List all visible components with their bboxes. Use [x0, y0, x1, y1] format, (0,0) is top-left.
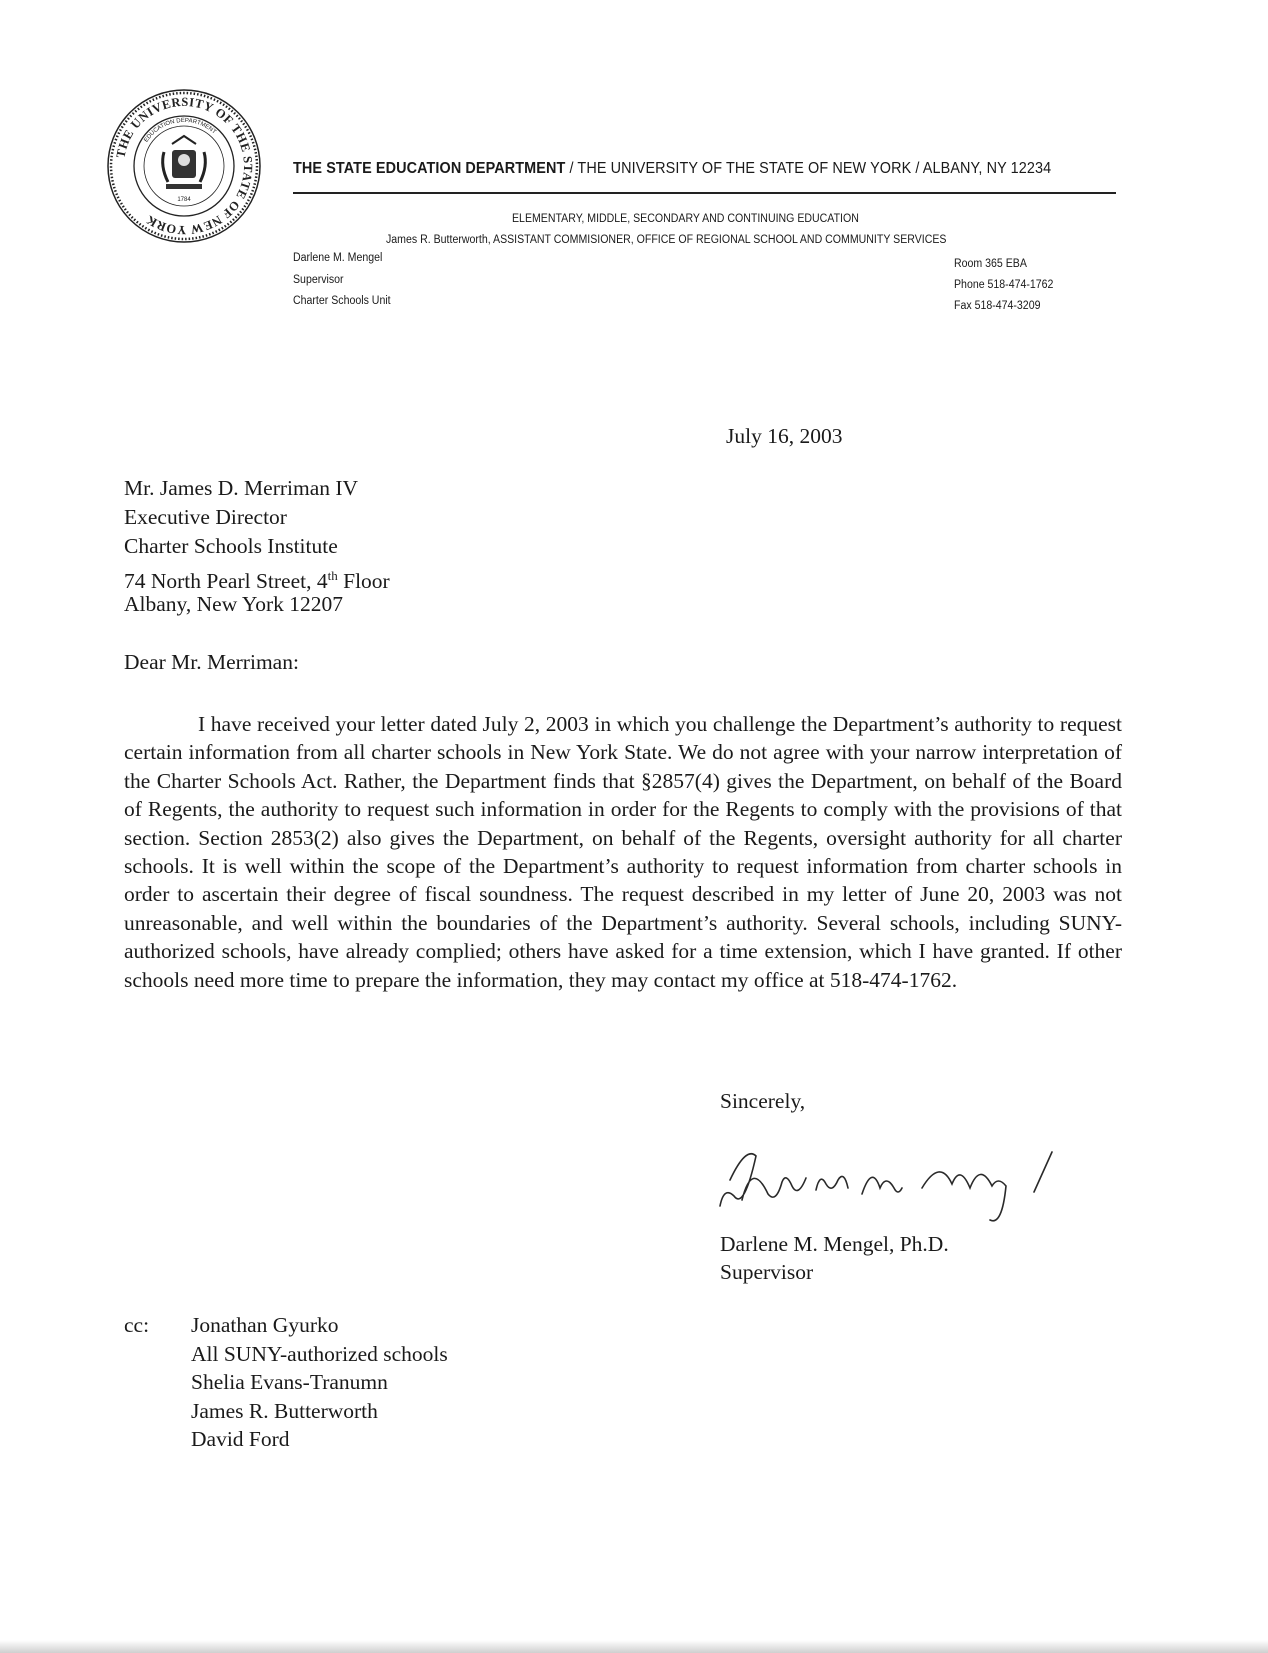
- recipient-address: [124, 474, 390, 619]
- seal-outer-text: THE UNIVERSITY OF THE STATE OF NEW YORK: [113, 94, 256, 238]
- letter-body: I have received your letter dated July 2, 2003 in which you challenge the Department’s authority to request certain information from all charter schools in New York State. We do not agree with your narrow interpretation of the Charter Schools Act. Rather, the Department finds that §2857(4) gives the Department, on behalf of the Board of Regents, the authority to request such information in order for the Regents to comply with the provisions of that section. Section 2853(2) also gives the Department, on behalf of the Regents, oversight authority for all charter schools. It is well within the scope of the Department’s authority to request information from charter schools in order to ascertain their degree of fiscal soundness. The request described in my letter of June 20, 2003 was not unreasonable, and well within the boundaries of the Department’s authority. Several schools, including SUNY-authorized schools, have already complied; others have asked for a time extension, which I have granted. If other schools need more time to prepare the information, they may contact my office at 518-474-1762.: [124, 712, 1122, 992]
- cc-recipient: Jonathan Gyurko: [191, 1313, 339, 1337]
- cc-recipient: All SUNY-authorized schools: [191, 1341, 448, 1366]
- recipient-street-ordinal: th: [327, 568, 338, 583]
- cc-recipient: James R. Butterworth: [191, 1398, 378, 1423]
- office-line-1: ELEMENTARY, MIDDLE, SECONDARY AND CONTINUING EDUCATION: [512, 213, 859, 225]
- cc-list: [191, 1311, 448, 1454]
- letterhead-divider: [293, 192, 1116, 194]
- recipient-street-suffix: Floor: [337, 569, 390, 594]
- signer-title: Supervisor: [720, 1260, 814, 1284]
- cc-label: cc:: [124, 1313, 150, 1337]
- closing: Sincerely,: [720, 1089, 806, 1113]
- state-seal-icon: [106, 88, 262, 244]
- office-line-2: James R. Butterworth, ASSISTANT COMMISIONER, OFFICE OF REGIONAL SCHOOL AND COMMUNITY SERVICES: [386, 234, 947, 246]
- department-name: THE STATE EDUCATION DEPARTMENT: [293, 160, 566, 177]
- signer-name: Darlene M. Mengel, Ph.D.: [720, 1232, 949, 1256]
- scan-edge: [0, 1640, 1268, 1653]
- department-heading: [293, 160, 1056, 178]
- salutation: Dear Mr. Merriman:: [124, 650, 299, 674]
- sender-name: Darlene M. Mengel: [293, 252, 383, 264]
- letter-date: July 16, 2003: [726, 424, 843, 448]
- contact-fax: Fax 518-474-3209: [954, 300, 1041, 312]
- cc-recipient: David Ford: [191, 1427, 290, 1451]
- recipient-title: Executive Director: [124, 505, 287, 529]
- recipient-name: Mr. James D. Merriman IV: [124, 476, 359, 500]
- recipient-street-text: 74 North Pearl Street, 4: [124, 569, 328, 594]
- recipient-city: Albany, New York 12207: [124, 592, 343, 616]
- sender-title: Supervisor: [293, 274, 344, 286]
- sender-unit: Charter Schools Unit: [293, 295, 391, 307]
- contact-phone: Phone 518-474-1762: [954, 279, 1054, 291]
- cc-recipient: Shelia Evans-Tranumn: [191, 1370, 388, 1394]
- handwritten-signature: [712, 1130, 1082, 1230]
- seal-inner-text: EDUCATION DEPARTMENT: [143, 117, 217, 144]
- department-address: / THE UNIVERSITY OF THE STATE OF NEW YORK / ALBANY, NY 12234: [565, 160, 1052, 177]
- seal-year: 1784: [177, 197, 191, 203]
- recipient-organization: Charter Schools Institute: [124, 534, 338, 558]
- recipient-street: [124, 561, 390, 594]
- contact-room: Room 365 EBA: [954, 258, 1027, 270]
